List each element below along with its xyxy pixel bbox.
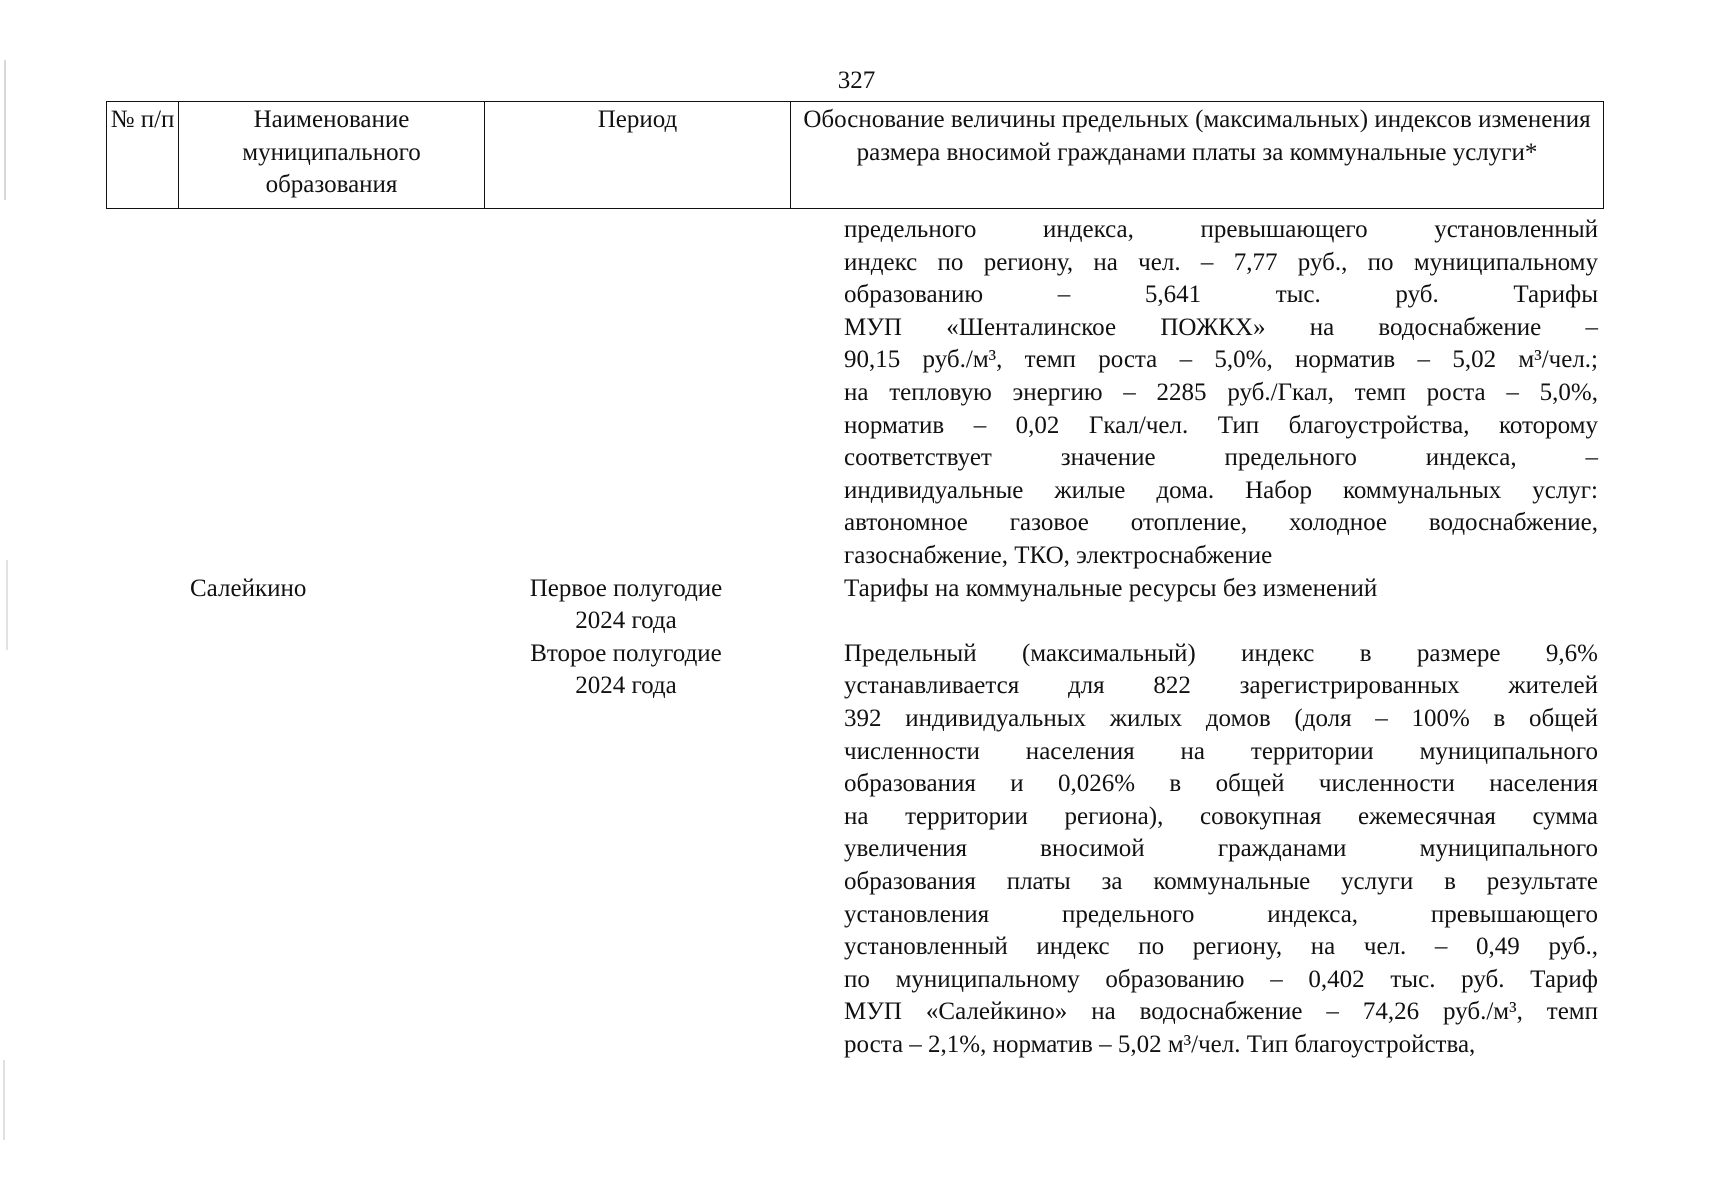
justification-line: Тарифы на коммунальные ресурсы без изменений	[844, 574, 1378, 602]
justification-line: индивидуальные жилые дома. Набор коммунальных услуг:	[844, 476, 1598, 504]
justification-line: МУП «Шенталинское ПОЖКХ» на водоснабжение –	[844, 313, 1598, 341]
justification-line: установления предельного индекса, превышающего	[844, 900, 1598, 928]
justification-line: Предельный (максимальный) индекс в размере 9,6%	[844, 639, 1598, 667]
justification-line: МУП «Салейкино» на водоснабжение – 74,26 руб./м³, темп	[844, 998, 1598, 1026]
justification-line: образования и 0,026% в общей численности населения	[844, 770, 1598, 798]
justification-line: на территории региона), совокупная ежемесячная сумма	[844, 802, 1598, 830]
scan-artifact	[3, 1060, 5, 1140]
justification-cell	[844, 214, 1598, 573]
justification-line: образованию – 5,641 тыс. руб. Тарифы	[844, 281, 1598, 309]
justification-line: образования платы за коммунальные услуги в результате	[844, 867, 1598, 895]
justification-line: 90,15 руб./м³, темп роста – 5,0%, норматив – 5,02 м³/чел.;	[844, 346, 1598, 374]
period-cell: Первое полугодие 2024 года	[529, 574, 723, 635]
period-cell: Второе полугодие 2024 года	[530, 639, 722, 700]
header-col-period: Период	[485, 102, 791, 208]
header-col-justification: Обоснование величины предельных (максимальных) индексов изменения размера вносимой гражданами платы за коммунальные услуги*	[803, 106, 1591, 166]
scan-artifact	[6, 560, 8, 650]
justification-line: соответствует значение предельного индекса, –	[844, 444, 1598, 472]
page-number: 327	[837, 67, 876, 94]
justification-line: автономное газовое отопление, холодное водоснабжение,	[844, 509, 1598, 537]
justification-line: численности населения на территории муниципального	[844, 737, 1598, 765]
header-col-municipality: Наименование муниципального образования	[179, 102, 485, 208]
header-col-number: № п/п	[107, 102, 179, 208]
municipality-name: Салейкино	[190, 574, 307, 602]
justification-line: увеличения вносимой гражданами муниципального	[844, 835, 1598, 863]
justification-line: предельного индекса, превышающего установленный	[844, 216, 1598, 243]
justification-line: роста – 2,1%, норматив – 5,02 м³/чел. Тип благоустройства,	[844, 1030, 1476, 1058]
justification-cell	[844, 638, 1598, 1062]
justification-line: норматив – 0,02 Гкал/чел. Тип благоустройства, которому	[844, 411, 1598, 439]
justification-line: устанавливается для 822 зарегистрированных жителей	[844, 672, 1598, 700]
scan-artifact	[4, 60, 6, 200]
justification-cell	[844, 573, 1598, 606]
justification-line: газоснабжение, ТКО, электроснабжение	[844, 541, 1273, 569]
justification-line: по муниципальному образованию – 0,402 тыс. руб. Тариф	[844, 965, 1598, 993]
justification-line: индекс по региону, на чел. – 7,77 руб., по муниципальному	[844, 248, 1598, 276]
justification-line: установленный индекс по региону, на чел. – 0,49 руб.,	[844, 933, 1598, 961]
table-header	[106, 101, 1604, 209]
justification-line: 392 индивидуальных жилых домов (доля – 100% в общей	[844, 704, 1598, 732]
justification-line: на тепловую энергию – 2285 руб./Гкал, темп роста – 5,0%,	[844, 378, 1598, 406]
